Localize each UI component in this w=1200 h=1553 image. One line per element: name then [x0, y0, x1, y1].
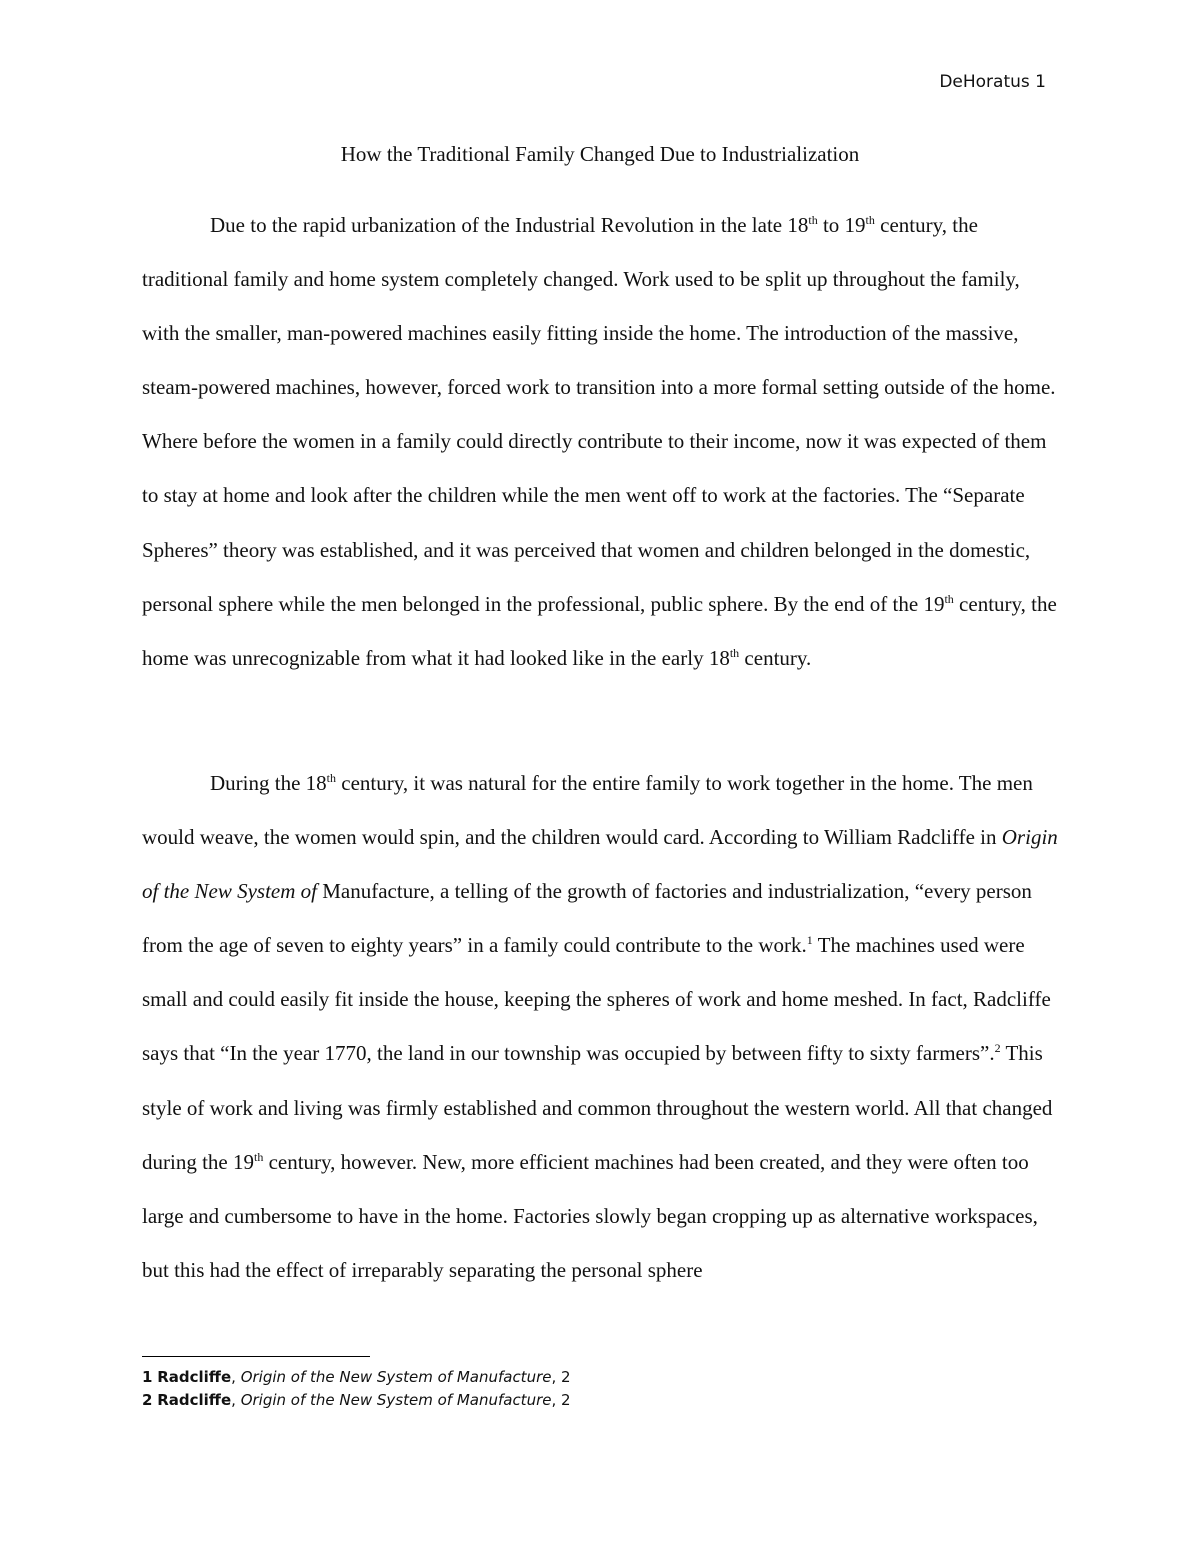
- footnote-separator-text: ,: [231, 1391, 241, 1409]
- ordinal-suffix: th: [808, 213, 818, 227]
- footnote-number: 1: [142, 1368, 153, 1386]
- footnote-author: Radcliffe: [157, 1391, 232, 1409]
- text-run: century.: [739, 645, 812, 670]
- footnote-1: [142, 1366, 1042, 1389]
- text-run: This style of work and living was firmly established and common throughout the western world. All that changed during the 19: [142, 1041, 1053, 1174]
- footnote-page: , 2: [551, 1391, 571, 1409]
- ordinal-suffix: th: [944, 591, 954, 606]
- running-head: DeHoratus 1: [939, 72, 1046, 92]
- footnote-page: , 2: [551, 1368, 571, 1386]
- text-run: The machines used were small and could easily fit inside the house, keeping the spheres of work and home meshed. In fact, Radcliffe says that “In the year 1770, the land in our township was occupied by between fifty to sixty farmers”.: [142, 933, 1051, 1066]
- text-run: Due to the rapid urbanization of the Industrial Revolution in the late 18: [210, 213, 809, 237]
- footnote-ref-2[interactable]: 2: [994, 1041, 1001, 1056]
- text-run: During the 18: [210, 771, 327, 795]
- paragraph-2: [142, 756, 1058, 1297]
- italic-book-title: Origin of the New System of: [142, 825, 1058, 904]
- paragraph-1: [142, 198, 1058, 685]
- footnote-work-title: Origin of the New System of Manufacture: [240, 1368, 552, 1386]
- footnote-ref-1[interactable]: 1: [806, 933, 813, 948]
- footnote-work-title: Origin of the New System of Manufacture: [240, 1391, 552, 1409]
- footnote-separator: [142, 1356, 370, 1357]
- ordinal-suffix: th: [865, 213, 875, 227]
- text-run: century, it was natural for the entire family to work together in the home. The men would weave, the women would spin, and the children would card. According to William Radcliffe in: [142, 771, 1033, 850]
- footnote-number: 2: [142, 1391, 153, 1409]
- text-run: century, the home was unrecognizable from what it had looked like in the early 18: [142, 591, 1057, 670]
- footnote-author: Radcliffe: [157, 1368, 232, 1386]
- footnotes: [142, 1366, 1042, 1412]
- text-run: century, the traditional family and home system completely changed. Work used to be split up throughout the family, with the smaller, man-powered machines easily fitting inside the home. The introduction of the massive, steam-powered machines, however, forced work to transition into a more formal setting outside of the home. Where before the women in a family could directly contribute to their income, now it was expected of them to stay at home and look after the children while the men went off to work at the factories. The “Separate Spheres” theory was established, and it was perceived that women and children belonged in the domestic, personal sphere while the men belonged in the professional, public sphere. By the end of the 19: [142, 213, 1056, 616]
- ordinal-suffix: th: [253, 1149, 264, 1164]
- text-run: to 19: [817, 213, 866, 237]
- text-run: century, however. New, more efficient machines had been created, and they were often too large and cumbersome to have in the home. Factories slowly began cropping up as alternative workspaces, but this had the effect of irreparably separating the personal sphere: [142, 1149, 1038, 1282]
- footnote-separator-text: ,: [231, 1368, 241, 1386]
- ordinal-suffix: th: [729, 645, 740, 660]
- text-run: Manufacture, a telling of the growth of factories and industrialization, “every person from the age of seven to eighty years” in a family could contribute to the work.: [142, 879, 1032, 958]
- footnote-2: [142, 1389, 1042, 1412]
- essay-title: How the Traditional Family Changed Due to Industrialization: [340, 142, 860, 166]
- ordinal-suffix: th: [326, 771, 336, 785]
